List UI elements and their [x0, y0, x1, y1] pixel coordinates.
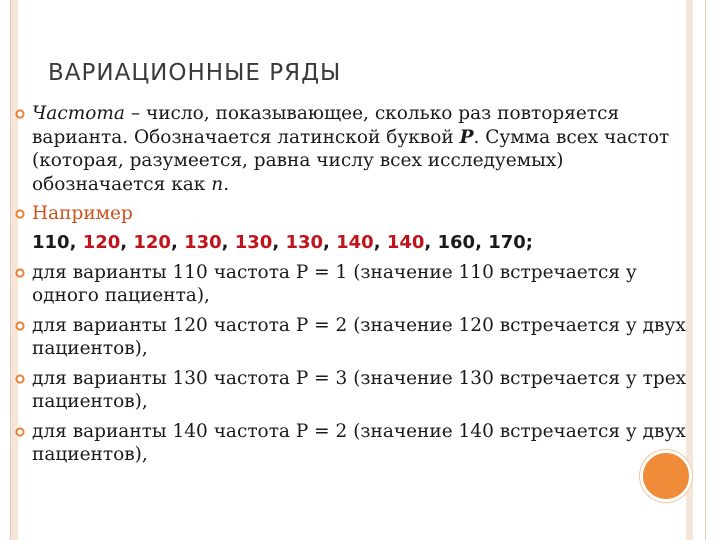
slide-content [18, 102, 698, 473]
bullet-icon [15, 374, 25, 384]
symbol-n: n [211, 173, 224, 195]
bullet-icon [15, 209, 25, 219]
sequence-value: 170 [488, 231, 526, 253]
list-item [18, 420, 698, 467]
sequence-value: 130 [285, 231, 324, 253]
definition-text-2: . Сумма всех частот (которая, разумеется, равна числу всех исследуемых) обозначается как [32, 126, 670, 195]
example-item [18, 202, 698, 226]
sequence-value: 130 [184, 231, 222, 253]
sequence-value: 130 [234, 231, 273, 253]
bullet-icon [15, 109, 25, 119]
sequence-end: ; [525, 231, 533, 253]
list-item-text: для варианты 120 частота Р = 2 (значение 120 встречается у двух пациентов), [32, 314, 686, 359]
sequence-value: 140 [386, 231, 425, 253]
definition-text-3: . [223, 173, 230, 195]
list-item-text: для варианты 130 частота Р = 3 (значение 130 встречается у трех пациентов), [32, 367, 687, 412]
slide-title: ВАРИАЦИОННЫЕ РЯДЫ [48, 60, 342, 86]
list-item-text: для варианты 110 частота Р = 1 (значение 110 встречается у одного пациента), [32, 261, 637, 306]
definition-item [18, 102, 698, 196]
term-frequency: Частота [32, 103, 125, 124]
definition-text-1: – число, показывающее, сколько раз повторяется варианта. Обозначается латинской буквой [32, 103, 620, 148]
list-item-text: для варианты 140 частота Р = 2 (значение 140 встречается у двух пациентов), [32, 420, 686, 465]
bullet-icon [15, 268, 25, 278]
sequence-value: 120 [82, 231, 121, 253]
bullet-icon [15, 427, 25, 437]
list-item [18, 314, 698, 361]
sequence-value: 140 [336, 231, 374, 253]
bullet-icon [15, 321, 25, 331]
decorative-circle [640, 450, 692, 502]
sequence-value: 120 [133, 231, 171, 253]
sequence-value: 110 [32, 231, 70, 253]
example-label: Например [32, 203, 133, 224]
sequence-value: 160 [437, 231, 476, 253]
list-item [18, 261, 698, 308]
value-sequence: 110, 120, 120, 130, 130, 130, 140, 140, 160, 170; [32, 231, 533, 253]
symbol-p: Р [459, 126, 474, 148]
list-item [18, 367, 698, 414]
